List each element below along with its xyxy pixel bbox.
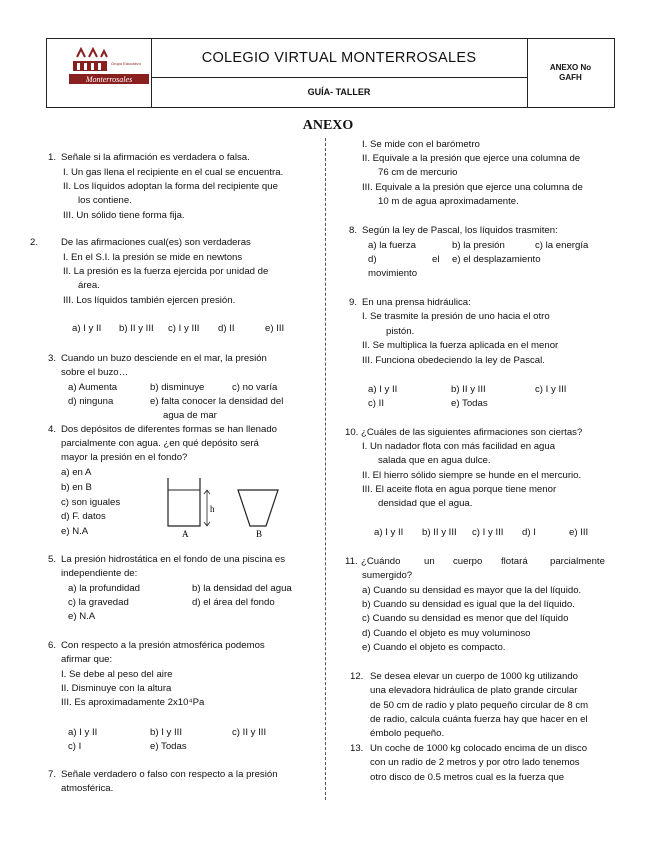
q6-option: b) I y III	[150, 727, 182, 738]
q1-item: los contiene.	[78, 195, 132, 206]
q7-item: I. Se mide con el barómetro	[362, 139, 480, 150]
q5-option: d) el área del fondo	[192, 597, 275, 608]
q6-text: afirmar que:	[61, 654, 113, 665]
q8-option: movimiento	[368, 268, 418, 279]
q2-item: III. Los líquidos también ejercen presión.	[63, 295, 236, 306]
q8-text: Según la ley de Pascal, los líquidos trasmiten:	[362, 225, 558, 236]
label-a: A	[182, 529, 189, 539]
q12-number: 12.	[350, 671, 364, 682]
label-b: B	[256, 529, 263, 539]
document-header	[46, 38, 615, 108]
q4-text: parcialmente con agua. ¿en qué depósito será	[61, 438, 259, 449]
q7-item: III. Equivale a la presión que ejerce una columna de	[362, 182, 583, 193]
q10-item: III. El aceite flota en agua porque tiene menor	[362, 484, 557, 495]
q10-text: ¿Cuáles de las siguientes afirmaciones son ciertas?	[361, 427, 583, 438]
q2-option: e) III	[265, 323, 285, 334]
q5-option: e) N.A	[68, 611, 96, 622]
q11-text: sumergido?	[362, 570, 413, 581]
q3-option: b) disminuye	[150, 382, 205, 393]
school-name: COLEGIO VIRTUAL MONTERROSALES	[151, 39, 527, 78]
logo-cell	[47, 39, 152, 107]
q10-number: 10.	[345, 427, 359, 438]
svg-text:Monterrosales: Monterrosales	[85, 75, 133, 84]
q3-option: e) falta conocer la densidad del	[150, 396, 284, 407]
q8-option: c) la energía	[535, 240, 589, 251]
q12-line: una elevadora hidráulica de plato grande circular	[370, 685, 578, 696]
q10-option: c) I y III	[472, 527, 504, 538]
q11-option: b) Cuando su densidad es igual que la del líquido.	[362, 599, 575, 610]
q3-number: 3.	[48, 353, 57, 364]
q10-option: e) III	[569, 527, 589, 538]
q5-option: b) la densidad del agua	[192, 583, 292, 594]
q11-word: un	[424, 556, 435, 567]
title-cell	[151, 39, 528, 107]
q9-item: II. Se multiplica la fuerza aplicada en el menor	[362, 340, 559, 351]
q2-item: área.	[78, 280, 100, 291]
q3-option: agua de mar	[163, 410, 217, 421]
q10-item: II. El hierro sólido siempre se hunde en el mercurio.	[362, 470, 582, 481]
q7-item: 10 m de agua aproximadamente.	[378, 196, 519, 207]
q9-option: a) I y II	[368, 384, 398, 395]
q8-option: d)	[368, 254, 377, 265]
q9-option: c) I y III	[535, 384, 567, 395]
annex-code: GAFH	[559, 73, 582, 82]
q12-line: émbolo pequeño.	[370, 728, 445, 739]
q8-option: e) el desplazamiento	[452, 254, 541, 265]
q13-line: Un coche de 1000 kg colocado encima de un disco	[370, 743, 588, 754]
column-divider	[325, 138, 326, 800]
q2-option: a) I y II	[72, 323, 102, 334]
annex-label: ANEXO No	[549, 63, 592, 72]
q9-option: b) II y III	[451, 384, 486, 395]
q9-item: III. Funciona obedeciendo la ley de Pascal.	[362, 355, 545, 366]
q10-item: I. Un nadador flota con más facilidad en agua	[362, 441, 556, 452]
q5-option: a) la profundidad	[68, 583, 141, 594]
q11-word: cuerpo	[453, 556, 483, 567]
document-type: GUÍA- TALLER	[307, 87, 371, 97]
q4-number: 4.	[48, 424, 57, 435]
q5-text: independiente de:	[61, 568, 138, 579]
q1-number: 1.	[48, 152, 57, 163]
q8-option: b) la presión	[452, 240, 505, 251]
q11-word: ¿Cuándo	[361, 556, 401, 567]
q9-number: 9.	[349, 297, 358, 308]
q4-option: d) F. datos	[61, 511, 106, 522]
q12-line: Se desea elevar un cuerpo de 1000 kg utilizando	[370, 671, 579, 682]
q4-option: b) en B	[61, 482, 92, 493]
q5-text: La presión hidrostática en el fondo de una piscina es	[61, 554, 286, 565]
school-logo	[67, 47, 151, 103]
q5-option: c) la gravedad	[68, 597, 129, 608]
q2-text: De las afirmaciones cual(es) son verdaderas	[61, 237, 251, 248]
tank-a	[168, 478, 200, 526]
q10-item: salada que en agua dulce.	[378, 455, 491, 466]
q3-option: d) ninguna	[68, 396, 114, 407]
q6-option: a) I y II	[68, 727, 98, 738]
q11-number: 11.	[345, 556, 358, 567]
q4-option: a) en A	[61, 467, 92, 478]
q9-item: pistón.	[386, 326, 415, 337]
q6-text: Con respecto a la presión atmosférica podemos	[61, 640, 265, 651]
q1-item: II. Los líquidos adoptan la forma del recipiente que	[63, 181, 278, 192]
q6-option: e) Todas	[150, 741, 187, 752]
q3-text: Cuando un buzo desciende en el mar, la presión	[61, 353, 267, 364]
q9-option: e) Todas	[451, 398, 488, 409]
q11-option: c) Cuando su densidad es menor que del líquido	[362, 613, 569, 624]
q10-option: b) II y III	[422, 527, 457, 538]
q7-item: II. Equivale a la presión que ejerce una columna de	[362, 153, 581, 164]
q6-item: II. Disminuye con la altura	[61, 683, 172, 694]
q7-text: atmosférica.	[61, 783, 114, 794]
q6-option: c) I	[68, 741, 82, 752]
q10-item: densidad que el agua.	[378, 498, 473, 509]
q13-line: con un radio de 2 metros y por otro lado tenemos	[370, 757, 580, 768]
q5-number: 5.	[48, 554, 57, 565]
q7-item: 76 cm de mercurio	[378, 167, 458, 178]
q12-line: de 50 cm de radio y plato pequeño circular de 8 cm	[370, 700, 589, 711]
q2-number: 2.	[30, 237, 39, 248]
q9-text: En una prensa hidráulica:	[362, 297, 471, 308]
q8-number: 8.	[349, 225, 358, 236]
q2-item: II. La presión es la fuerza ejercida por unidad de	[63, 266, 269, 277]
q6-number: 6.	[48, 640, 57, 651]
tank-b	[238, 490, 278, 526]
q9-item: I. Se trasmite la presión de uno hacia el otro	[362, 311, 550, 322]
q9-option: c) II	[368, 398, 384, 409]
q2-option: c) I y III	[168, 323, 200, 334]
q8-option: el	[432, 254, 440, 265]
q10-option: a) I y II	[374, 527, 404, 538]
q11-option: d) Cuando el objeto es muy voluminoso	[362, 628, 531, 639]
q2-item: I. En el S.I. la presión se mide en newtons	[63, 252, 243, 263]
q3-text: sobre el buzo…	[61, 367, 129, 378]
q1-item: III. Un sólido tiene forma fija.	[63, 210, 185, 221]
q6-item: III. Es aproximadamente 2x10⁴Pa	[61, 697, 205, 708]
q2-option: b) II y III	[119, 323, 154, 334]
q11-word: flotará	[501, 556, 528, 567]
q4-option: e) N.A	[61, 526, 89, 537]
svg-text:Grupo Educativo: Grupo Educativo	[111, 61, 141, 66]
code-cell	[527, 39, 614, 107]
q2-option: d) II	[218, 323, 235, 334]
page-title: ANEXO	[302, 118, 354, 133]
q4-text: mayor la presión en el fondo?	[61, 452, 188, 463]
q7-text: Señale verdadero o falso con respecto a la presión	[61, 769, 278, 780]
depositos-figure	[160, 470, 290, 540]
q4-text: Dos depósitos de diferentes formas se han llenado	[61, 424, 277, 435]
q11-option: e) Cuando el objeto es compacto.	[362, 642, 506, 653]
q10-option: d) I	[522, 527, 536, 538]
q11-word: parcialmente	[550, 556, 605, 567]
q1-text: Señale si la afirmación es verdadera o falsa.	[61, 152, 250, 163]
q11-option: a) Cuando su densidad es mayor que la del líquido.	[362, 585, 582, 596]
q7-number: 7.	[48, 769, 57, 780]
q12-line: de radio, calcula cuánta fuerza hay que hacer en el	[370, 714, 588, 725]
q8-option: a) la fuerza	[368, 240, 416, 251]
q4-option: c) son iguales	[61, 497, 121, 508]
q6-option: c) II y III	[232, 727, 267, 738]
q1-item: I. Un gas llena el recipiente en el cual se encuentra.	[63, 167, 284, 178]
q3-option: c) no varía	[232, 382, 278, 393]
q13-number: 13.	[350, 743, 364, 754]
height-label: h	[210, 504, 215, 514]
q6-item: I. Se debe al peso del aire	[61, 669, 173, 680]
q3-option: a) Aumenta	[68, 382, 118, 393]
q13-line: otro disco de 0.5 metros cual es la fuerza que	[370, 772, 565, 783]
